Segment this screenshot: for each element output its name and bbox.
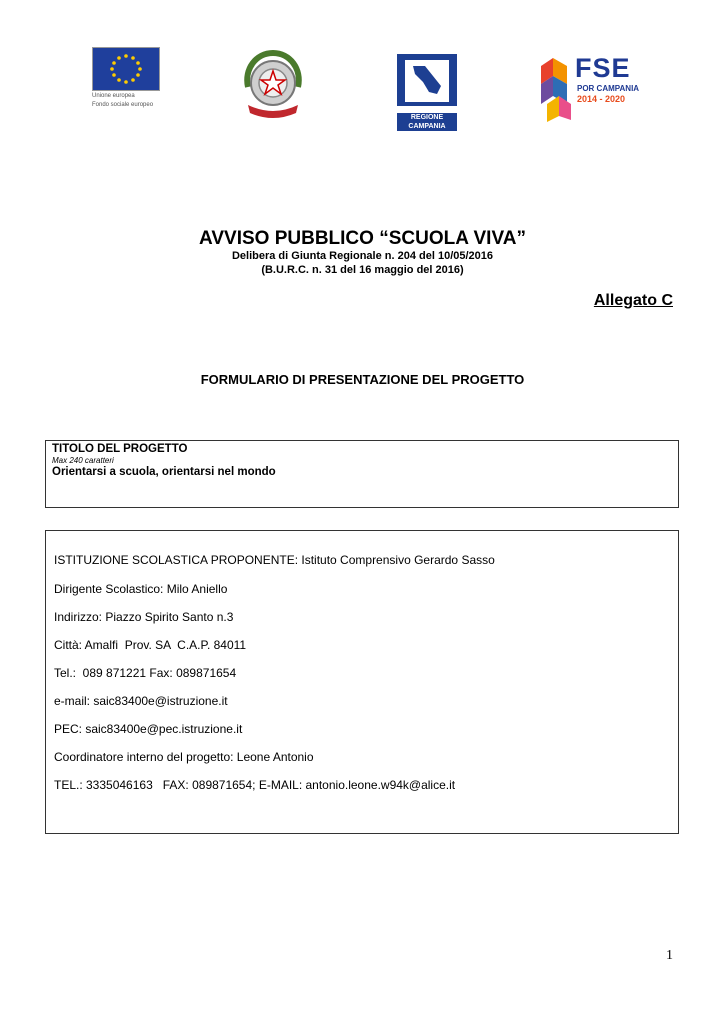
delibera-subtitle: Delibera di Giunta Regionale n. 204 del 10/05/2016 <box>231 250 494 262</box>
regione-label: REGIONE CAMPANIA <box>397 113 457 131</box>
fse-years: 2014 - 2020 <box>577 94 626 104</box>
fse-title: FSE <box>575 53 631 83</box>
burc-subtitle: (B.U.R.C. n. 31 del 16 maggio del 2016) <box>261 264 464 276</box>
page-number: 1 <box>666 948 673 963</box>
institution-line: e-mail: saic83400e@istruzione.it <box>54 694 228 708</box>
fse-logo <box>537 48 645 122</box>
institution-line: ISTITUZIONE SCOLASTICA PROPONENTE: Istituto Comprensivo Gerardo Sasso <box>54 553 495 567</box>
repubblica-emblem <box>240 47 306 123</box>
project-title-box <box>45 440 679 508</box>
eu-flag-icon <box>92 47 160 91</box>
eu-caption-2: Fondo sociale europeo <box>92 102 154 108</box>
institution-line: Città: Amalfi Prov. SA C.A.P. 84011 <box>54 638 247 652</box>
allegato-label: Allegato C <box>593 292 673 309</box>
regione-shield-icon <box>395 52 459 108</box>
fse-cubes-icon <box>537 48 573 122</box>
eu-caption-1: Unione europea <box>92 93 135 99</box>
institution-line: PEC: saic83400e@pec.istruzione.it <box>54 722 243 736</box>
institution-box <box>45 530 679 834</box>
institution-line: Dirigente Scolastico: Milo Aniello <box>54 582 228 596</box>
project-title-value: Orientarsi a scuola, orientarsi nel mondo <box>52 466 276 478</box>
project-title-note: Max 240 caratteri <box>52 456 114 465</box>
institution-line: Coordinatore interno del progetto: Leone Antonio <box>54 750 314 764</box>
page-title: AVVISO PUBBLICO “SCUOLA VIVA” <box>199 228 526 249</box>
project-title-label: TITOLO DEL PROGETTO <box>52 443 188 455</box>
eu-logo <box>92 47 160 108</box>
regione-campania-logo <box>395 52 459 130</box>
institution-line: Tel.: 089 871221 Fax: 089871654 <box>54 666 237 680</box>
institution-line: TEL.: 3335046163 FAX: 089871654; E-MAIL: antonio.leone.w94k@alice.it <box>54 778 456 792</box>
italian-emblem-icon <box>240 47 306 123</box>
form-title: FORMULARIO DI PRESENTAZIONE DEL PROGETTO <box>200 372 525 387</box>
fse-line1: POR CAMPANIA <box>577 84 640 93</box>
institution-line: Indirizzo: Piazzo Spirito Santo n.3 <box>54 610 234 624</box>
